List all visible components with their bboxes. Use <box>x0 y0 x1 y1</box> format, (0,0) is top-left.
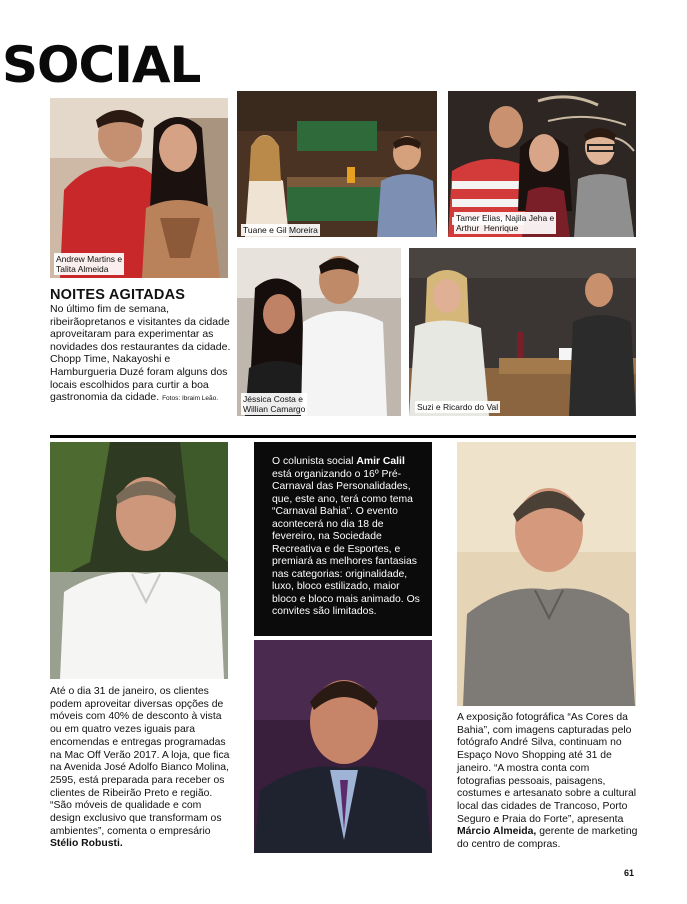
column3-body-2: gerente de marketing do centro de compras. <box>457 826 638 851</box>
column2-text <box>272 456 424 619</box>
column1-text <box>50 686 230 851</box>
section-title: SOCIAL <box>2 36 201 94</box>
photo-caption: Tuane e Gil Moreira <box>243 225 318 235</box>
article-lead <box>50 303 236 406</box>
photo-tuane-gil <box>237 91 437 237</box>
column3-name: Márcio Almeida, <box>457 826 537 838</box>
photo-caption: Andrew Martins e Talita Almeida <box>56 254 123 274</box>
article-lead-text: No último fim de semana, ribeirãopretanos e visitantes da cidade aproveitaram para experimentar as novidades dos restaurantes da cidade. Chopp Time, Nakayoshi e Hamburgueria Duzé foram alguns dos locais escolhidos para curtir a boa gastronomia da cidade. <box>50 303 231 404</box>
column2-body-1: O colunista social <box>272 456 357 467</box>
photo-jessica-willian <box>237 248 401 416</box>
photo-amir-calil <box>254 640 432 853</box>
photo-caption: Suzi e Ricardo do Val <box>417 402 499 412</box>
photo-caption: Jéssica Costa e Willian Camargo <box>243 394 306 414</box>
photo-suzi-ricardo <box>409 248 636 416</box>
column1-body: Até o dia 31 de janeiro, os clientes podem aproveitar diversas opções de móveis com 40% de desconto à vista ou em quatro vezes iguais para encomendas e entregas programadas na Mac Off Verão 2017. A loja, que fica na Avenida José Adolfo Bianco Molina, 2595, está preparada para receber os clientes de Ribeirão Preto e região. “São móveis de qualidade e com design exclusivo que transformam os ambientes”, comenta o empresário <box>50 686 230 837</box>
photo-tamer-najila-arthur <box>448 91 636 237</box>
article-heading: NOITES AGITADAS <box>50 287 186 303</box>
photo-credit: Fotos: Ibraim Leão. <box>162 395 219 403</box>
photo-stelio-robusti <box>50 442 228 679</box>
section-divider <box>50 435 636 438</box>
column3-body-1: A exposição fotográfica “As Cores da Bahia”, com imagens capturadas pelo fotógrafo André Silva, continuam no Espaço Novo Shopping até 31 de janeiro. “A mostra conta com fotografias pessoais, paisagens, costumes e artesanato sobre a cultural local das cidades de Trancoso, Porto Seguro e Praia do Forte”, apresenta <box>457 712 637 825</box>
page-number: 61 <box>624 868 635 878</box>
photo-marcio-almeida <box>457 442 636 706</box>
column1-name: Stélio Robusti. <box>50 838 123 850</box>
photo-andrew-talita <box>50 98 228 278</box>
column2-name: Amir Calil <box>356 456 405 467</box>
photo-caption: Tamer Elias, Najila Jeha e Arthur Henrique <box>456 213 555 233</box>
column2-body-2: está organizando o 16º Pré-Carnaval das Personalidades, que, este ano, terá como tema “Carnaval Bahia”. O evento acontecerá no dia 18 de fevereiro, na Sociedade Recreativa e de Esportes, e premiará as melhores fantasias nas categorias: originalidade, luxo, bloco estilizado, maior bloco e bloco mais animado. Os convites são limitados. <box>272 468 420 617</box>
column3-text <box>457 712 639 852</box>
